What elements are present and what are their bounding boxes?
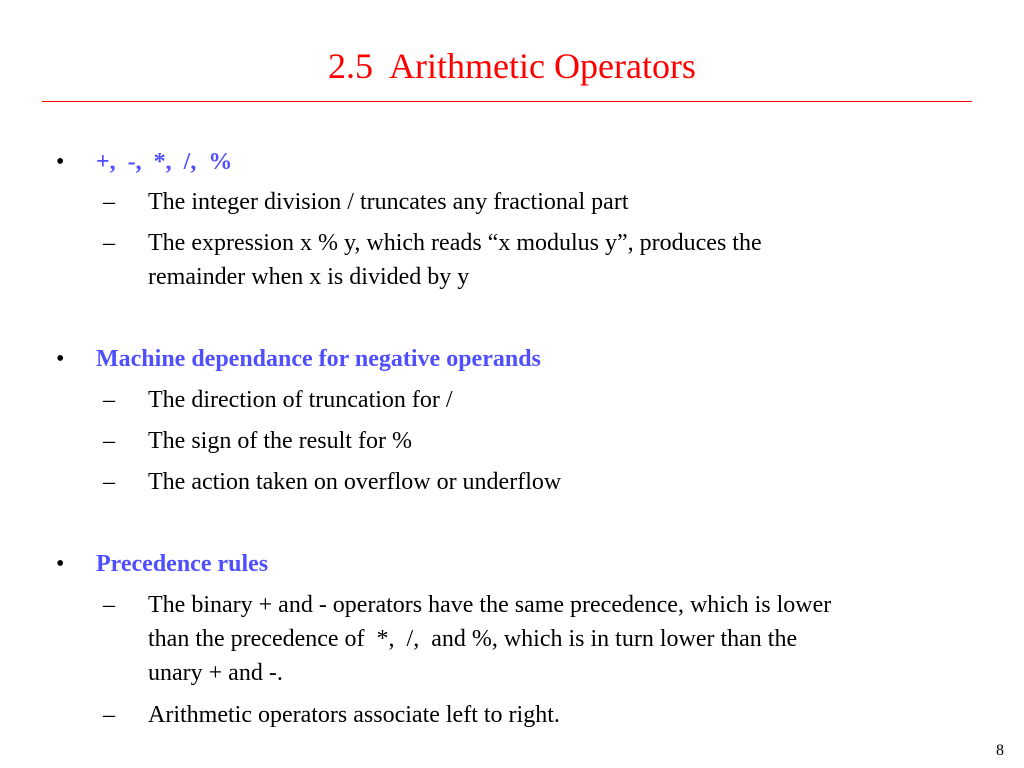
dash-marker: – xyxy=(103,702,115,728)
dash-marker: – xyxy=(103,428,115,454)
bullet-marker: • xyxy=(56,149,65,175)
sub-bullet-text: Arithmetic operators associate left to right. xyxy=(148,702,560,728)
slide-title: 2.5 Arithmetic Operators xyxy=(328,46,696,86)
bullet-marker: • xyxy=(56,551,65,577)
bullet-heading: Precedence rules xyxy=(96,551,269,577)
page-number: 8 xyxy=(996,742,1004,759)
bullet-marker: • xyxy=(56,346,65,372)
sub-bullet-text: The binary + and - operators have the same precedence, which is lower than the precedence of *, /, and %, which is in turn lower than the unary + and -. xyxy=(148,592,832,686)
bullet-heading: +, -, *, /, % xyxy=(96,149,233,175)
dash-marker: – xyxy=(103,189,115,215)
sub-bullet-text: The direction of truncation for / xyxy=(148,387,453,413)
dash-marker: – xyxy=(103,230,115,256)
title-divider xyxy=(42,101,972,102)
sub-bullet-text: The expression x % y, which reads “x modulus y”, produces the remainder when x is divided by y xyxy=(148,230,762,290)
sub-bullet-text: The integer division / truncates any fractional part xyxy=(148,189,629,215)
sub-bullet-text: The sign of the result for % xyxy=(148,428,412,454)
dash-marker: – xyxy=(103,592,115,618)
sub-bullet-text: The action taken on overflow or underflow xyxy=(148,469,562,495)
dash-marker: – xyxy=(103,469,115,495)
dash-marker: – xyxy=(103,387,115,413)
bullet-heading: Machine dependance for negative operands xyxy=(96,346,541,372)
